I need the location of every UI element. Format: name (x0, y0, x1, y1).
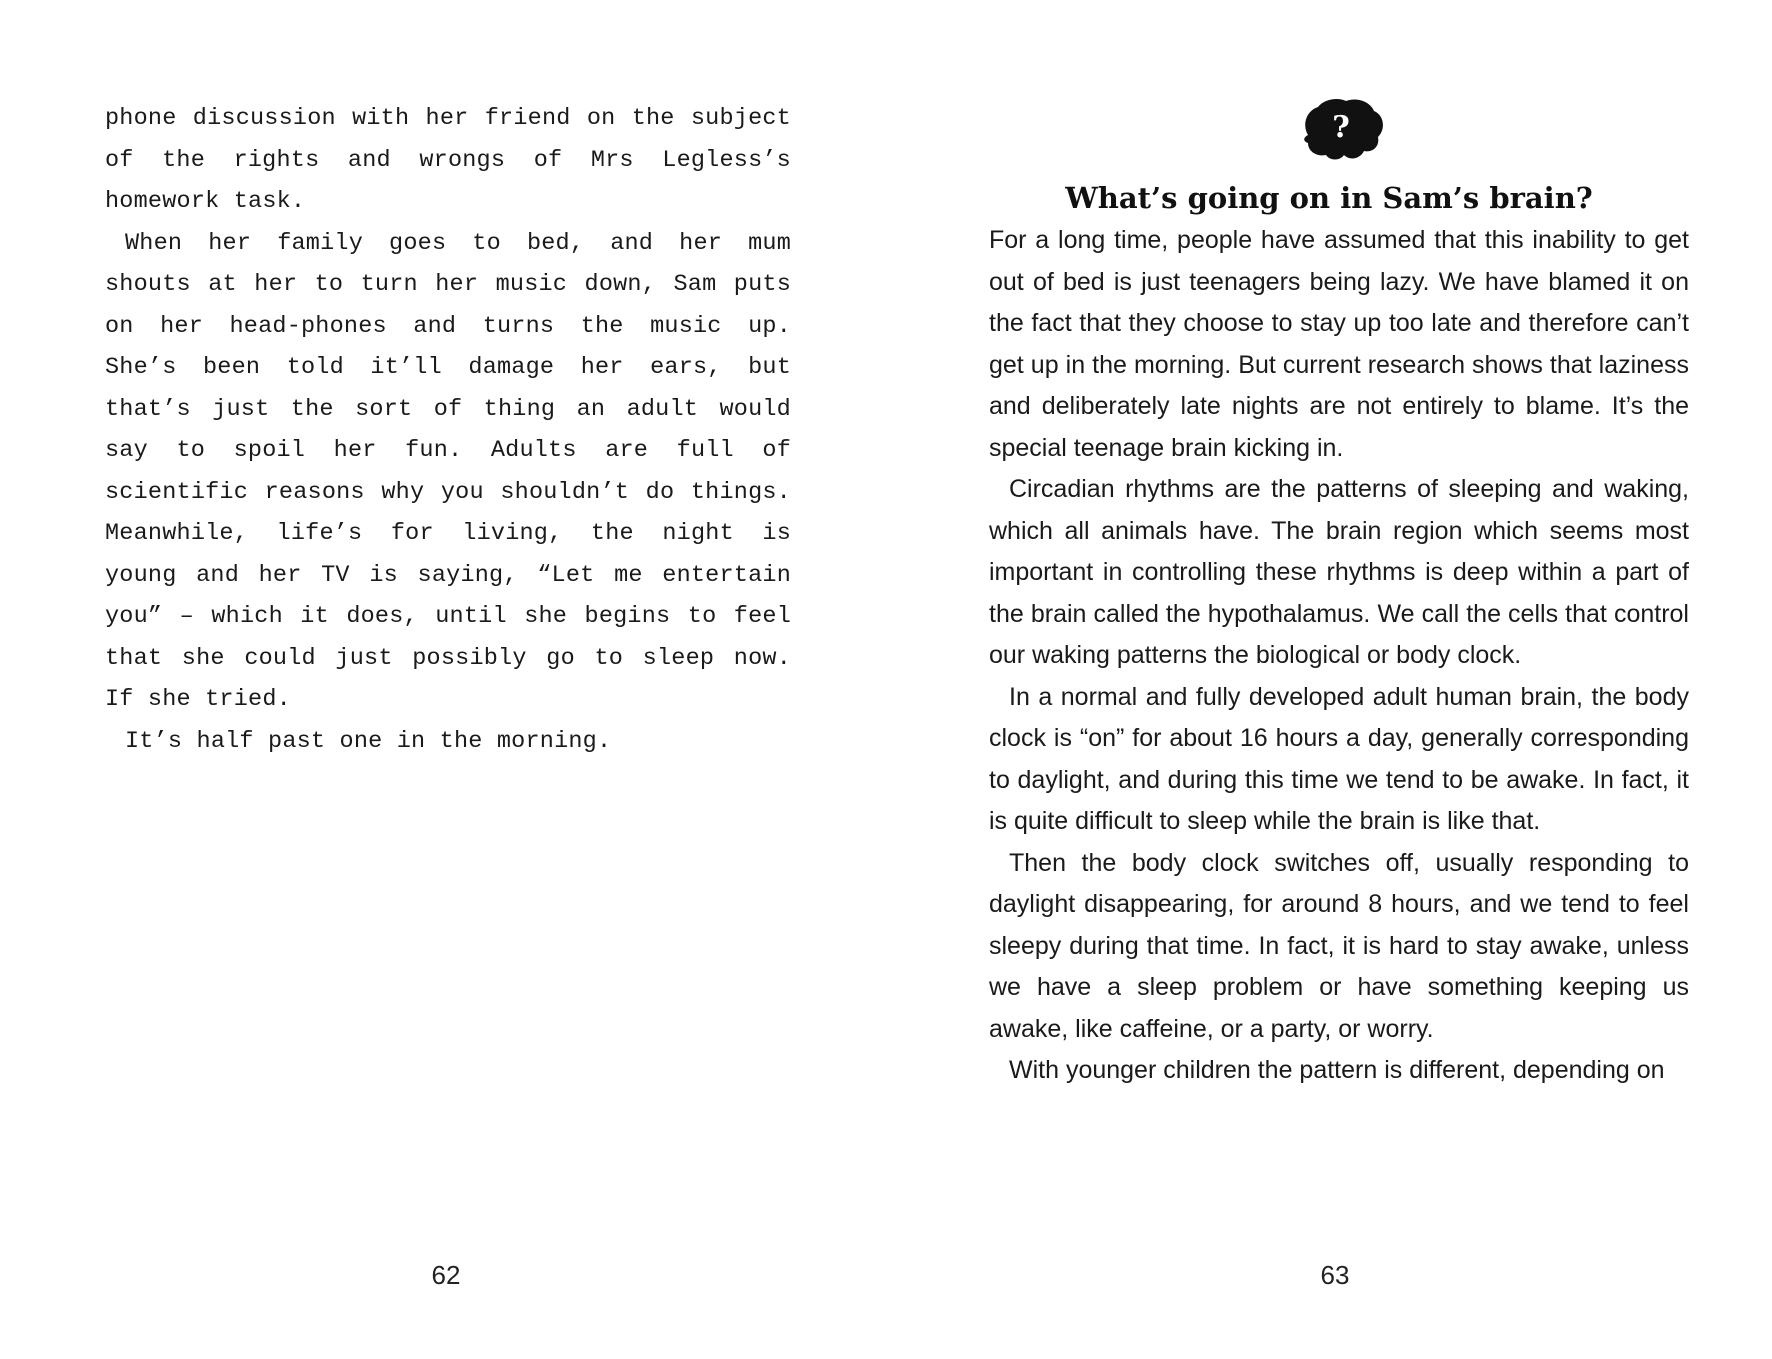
right-paragraph: In a normal and fully developed adult human brain, the body clock is “on” for about 16 hours a day, generally corresponding to daylight, and during this time we tend to be awake. In fact, it is quite difficult to sleep while the brain is like that. (989, 682, 1689, 835)
left-paragraph: phone discussion with her friend on the subject of the rights and wrongs of Mrs Legless’s homework task. (105, 105, 791, 215)
left-paragraph: When her family goes to bed, and her mum shouts at her to turn her music down, Sam puts on her head-phones and turns the music up. She’s been told it’ll damage her ears, but that’s just the sort of thing an adult would say to spoil her fun. Adults are full of scientific reasons why you shouldn’t do things. Meanwhile, life’s for living, the night is young and her TV is saying, “Let me entertain you” – which it does, until she begins to feel that she could just possibly go to sleep now. If she tried. (105, 229, 791, 713)
right-page-body (989, 220, 1689, 1092)
right-paragraph: With younger children the pattern is different, depending on (1009, 1056, 1665, 1084)
right-paragraph: For a long time, people have assumed that this inability to get out of bed is just teenagers being lazy. We have blamed it on the fact that they choose to stay up too late and therefore can’t get up in the morning. But current research shows that laziness and deliberately late nights are not entirely to blame. It’s the special teenage brain kicking in. (989, 226, 1689, 462)
left-paragraph: It’s half past one in the morning. (125, 727, 612, 755)
question-mark-glyph: ? (1332, 110, 1350, 145)
section-heading: What’s going on in Sam’s brain? (1065, 181, 1593, 215)
left-page-body (105, 98, 791, 762)
right-paragraph: Circadian rhythms are the patterns of sleeping and waking, which all animals have. The brain region which seems most important in controlling these rhythms is deep within a part of the brain called the hypothalamus. We call the cells that control our waking patterns the biological or body clock. (989, 475, 1689, 669)
page-number-right: 63 (1320, 1260, 1350, 1290)
page-number-left: 62 (431, 1260, 461, 1290)
right-page (886, 0, 1772, 1359)
brain-question-icon (1296, 95, 1386, 165)
right-paragraph: Then the body clock switches off, usually responding to daylight disappearing, for around 8 hours, and we tend to feel sleepy during that time. In fact, it is hard to stay awake, unless we have a sleep problem or have something keeping us awake, like caffeine, or a party, or worry. (989, 848, 1689, 1043)
